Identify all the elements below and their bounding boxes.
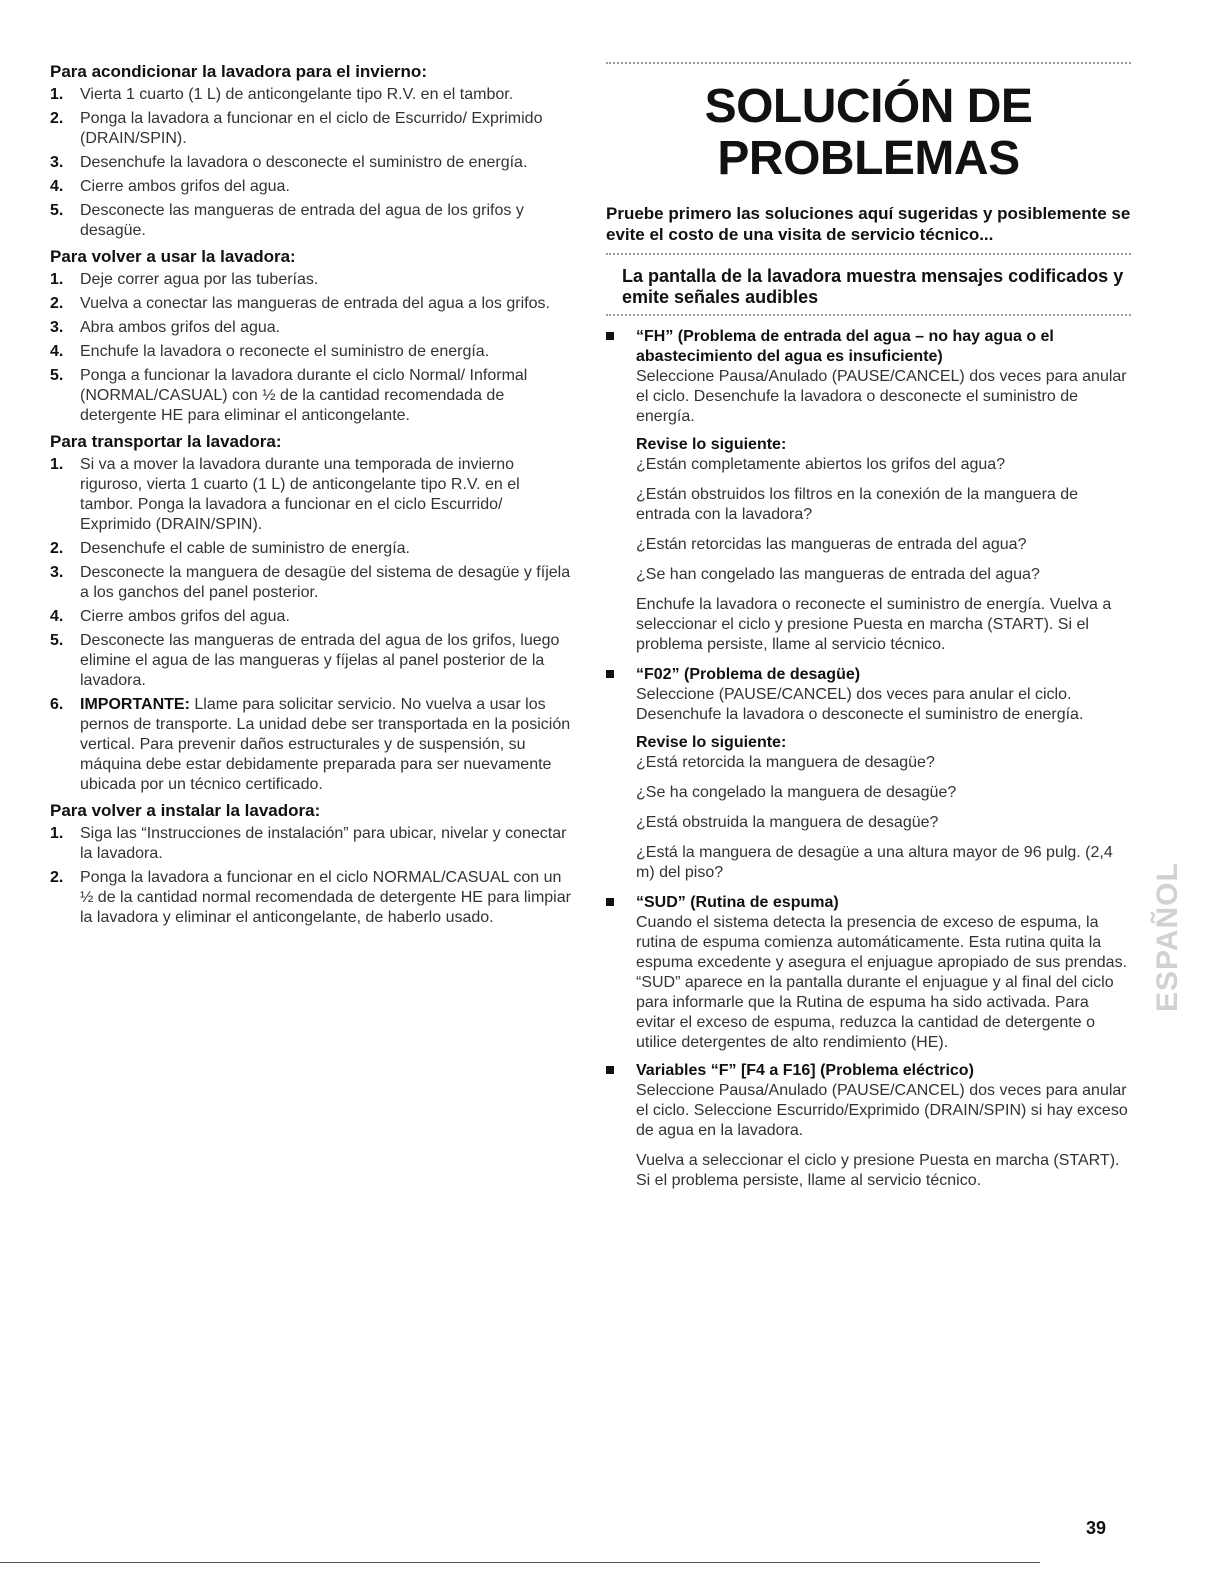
- step-text: Vuelva a conectar las mangueras de entrada del agua a los grifos.: [80, 295, 550, 312]
- issue-f-variables: [606, 1061, 1131, 1191]
- step-text: Abra ambos grifos del agua.: [80, 319, 281, 336]
- step-number: 2.: [50, 295, 64, 312]
- bullet-icon: [606, 670, 614, 678]
- list-item: [50, 539, 575, 559]
- divider: [606, 253, 1131, 258]
- page-title-line-1: SOLUCIÓN DE: [704, 80, 1033, 133]
- steps-list: [50, 824, 575, 928]
- page-title-line-2: PROBLEMAS: [717, 132, 1020, 185]
- list-item: [50, 563, 575, 603]
- step-number: 2.: [50, 110, 64, 127]
- steps-list: [50, 455, 575, 795]
- left-column: [50, 62, 575, 932]
- step-number: 1.: [50, 456, 64, 473]
- divider: [606, 62, 1131, 67]
- important-label: IMPORTANTE:: [80, 696, 190, 713]
- step-text: Deje correr agua por las tuberías.: [80, 271, 319, 288]
- issue-title: “SUD” (Rutina de espuma): [636, 894, 839, 911]
- step-text: Vierta 1 cuarto (1 L) de anticongelante tipo R.V. en el tambor.: [80, 86, 514, 103]
- list-item: [50, 631, 575, 691]
- step-number: 4.: [50, 608, 64, 625]
- page-title: [606, 81, 1131, 185]
- step-number: 1.: [50, 86, 64, 103]
- step-number: 3.: [50, 154, 64, 171]
- step-number: 3.: [50, 564, 64, 581]
- check-item: ¿Están retorcidas las mangueras de entrada del agua?: [636, 536, 1027, 553]
- right-column: [606, 62, 1131, 1201]
- issue-f02: [606, 665, 1131, 883]
- bullet-icon: [606, 1066, 614, 1074]
- section-title: Para acondicionar la lavadora para el invierno:: [50, 62, 427, 81]
- bullet-icon: [606, 898, 614, 906]
- step-number: 6.: [50, 696, 64, 713]
- check-item: ¿Están completamente abiertos los grifos del agua?: [636, 456, 1006, 473]
- list-item: [50, 270, 575, 290]
- step-number: 2.: [50, 869, 64, 886]
- list-item: [50, 342, 575, 362]
- list-item: [50, 455, 575, 535]
- check-item: ¿Está la manguera de desagüe a una altura mayor de 96 pulg. (2,4 m) del piso?: [636, 844, 1113, 881]
- steps-list: [50, 270, 575, 426]
- list-item: [50, 607, 575, 627]
- check-item: ¿Se han congelado las mangueras de entrada del agua?: [636, 566, 1040, 583]
- step-text: Desenchufe el cable de suministro de energía.: [80, 540, 410, 557]
- step-text: Si va a mover la lavadora durante una temporada de invierno riguroso, vierta 1 cuarto (1 L) de anticongelante tipo R.V. en el tambor. Ponga la lavadora a funcionar en el ciclo Escurrido/ Exprimido (DRAIN/SPIN).: [80, 456, 520, 533]
- check-item: ¿Está obstruida la manguera de desagüe?: [636, 814, 939, 831]
- issue-body: Seleccione Pausa/Anulado (PAUSE/CANCEL) dos veces para anular el ciclo. Seleccione Escurrido/Exprimido (DRAIN/SPIN) si hay exceso de agua en la lavadora.: [636, 1082, 1128, 1139]
- step-text: Enchufe la lavadora o reconecte el suministro de energía.: [80, 343, 490, 360]
- issue-sud: [606, 893, 1131, 1053]
- step-number: 3.: [50, 319, 64, 336]
- step-text: Llame para solicitar servicio. No vuelva a usar los pernos de transporte. La unidad debe ser transportada en la posición vertical. Para prevenir daños estructurales y de suspensión, su máquina debe estar debidamente preparada para ser nuevamente ubicada por un técnico certificado.: [80, 696, 571, 793]
- step-number: 5.: [50, 202, 64, 219]
- steps-list: [50, 85, 575, 241]
- list-item: [50, 366, 575, 426]
- step-text: Ponga la lavadora a funcionar en el ciclo NORMAL/CASUAL con un ½ de la cantidad normal recomendada de detergente HE para limpiar la lavadora y eliminar el anticongelante, de haberlo usado.: [80, 869, 571, 926]
- check-item: ¿Se ha congelado la manguera de desagüe?: [636, 784, 957, 801]
- intro-text: Pruebe primero las soluciones aquí sugeridas y posiblemente se evite el costo de una visita de servicio técnico...: [606, 204, 1131, 244]
- check-heading: Revise lo siguiente:: [636, 734, 787, 751]
- step-number: 1.: [50, 271, 64, 288]
- section-transport: [50, 432, 575, 795]
- step-text: Desenchufe la lavadora o desconecte el suministro de energía.: [80, 154, 528, 171]
- bullet-icon: [606, 332, 614, 340]
- list-item: [50, 109, 575, 149]
- step-number: 5.: [50, 367, 64, 384]
- section-reuse: [50, 247, 575, 426]
- section-title: Para transportar la lavadora:: [50, 432, 282, 451]
- section-title: Para volver a instalar la lavadora:: [50, 801, 321, 820]
- footer-rule: [0, 1562, 1040, 1563]
- check-item: ¿Están obstruidos los filtros en la conexión de la manguera de entrada con la lavadora?: [636, 486, 1079, 523]
- step-text: Desconecte las mangueras de entrada del agua de los grifos, luego elimine el agua de las mangueras y fíjelas al panel posterior de la lavadora.: [80, 632, 560, 689]
- language-side-tab: ESPAÑOL: [1151, 862, 1184, 1012]
- list-item: [50, 153, 575, 173]
- step-text: Cierre ambos grifos del agua.: [80, 178, 290, 195]
- check-item: ¿Está retorcida la manguera de desagüe?: [636, 754, 935, 771]
- section-reinstall: [50, 801, 575, 928]
- list-item: [50, 868, 575, 928]
- issue-body: Seleccione Pausa/Anulado (PAUSE/CANCEL) dos veces para anular el ciclo. Desenchufe la lavadora o desconecte el suministro de energía.: [636, 368, 1127, 425]
- list-item: [50, 177, 575, 197]
- issue-fh: [606, 327, 1131, 655]
- step-number: 2.: [50, 540, 64, 557]
- section-winterize: [50, 62, 575, 241]
- step-text: Desconecte las mangueras de entrada del agua de los grifos y desagüe.: [80, 202, 524, 239]
- issue-title: Variables “F” [F4 a F16] (Problema eléctrico): [636, 1062, 974, 1079]
- step-text: Desconecte la manguera de desagüe del sistema de desagüe y fíjela a los ganchos del panel posterior.: [80, 564, 571, 601]
- check-heading: Revise lo siguiente:: [636, 436, 787, 453]
- step-text: Ponga la lavadora a funcionar en el ciclo de Escurrido/ Exprimido (DRAIN/SPIN).: [80, 110, 543, 147]
- step-text: Siga las “Instrucciones de instalación” para ubicar, nivelar y conectar la lavadora.: [80, 825, 567, 862]
- list-item: [50, 695, 575, 795]
- step-number: 1.: [50, 825, 64, 842]
- list-item: [50, 85, 575, 105]
- check-item: Enchufe la lavadora o reconecte el suministro de energía. Vuelva a seleccionar el ciclo y presione Puesta en marcha (START). Si el problema persiste, llame al servicio técnico.: [636, 596, 1112, 653]
- issue-title: “F02” (Problema de desagüe): [636, 666, 861, 683]
- section-title: Para volver a usar la lavadora:: [50, 247, 296, 266]
- list-item: [50, 318, 575, 338]
- step-number: 4.: [50, 343, 64, 360]
- subheading: La pantalla de la lavadora muestra mensajes codificados y emite señales audibles: [622, 266, 1124, 307]
- issue-body: Cuando el sistema detecta la presencia de exceso de espuma, la rutina de espuma comienza automáticamente. Esta rutina quita la espuma excedente y asegura el enjuague apropiado de sus prendas. “SUD” aparece en la pantalla durante el enjuague y al final del ciclo para informarle que la Rutina de espuma ha sido activada. Para evitar el exceso de espuma, reduzca la cantidad de detergente o utilice detergentes de alto rendimiento (HE).: [636, 914, 1128, 1051]
- list-item: [50, 824, 575, 864]
- page-number: 39: [1086, 1518, 1107, 1538]
- step-number: 4.: [50, 178, 64, 195]
- check-item: Vuelva a seleccionar el ciclo y presione Puesta en marcha (START). Si el problema persiste, llame al servicio técnico.: [636, 1152, 1120, 1189]
- issue-title: “FH” (Problema de entrada del agua – no hay agua o el abastecimiento del agua es insuficiente): [636, 328, 1054, 365]
- divider: [606, 314, 1131, 319]
- issue-body: Seleccione (PAUSE/CANCEL) dos veces para anular el ciclo. Desenchufe la lavadora o desconecte el suministro de energía.: [636, 686, 1084, 723]
- step-number: 5.: [50, 632, 64, 649]
- list-item: [50, 201, 575, 241]
- list-item: [50, 294, 575, 314]
- step-text: Cierre ambos grifos del agua.: [80, 608, 290, 625]
- step-text: Ponga a funcionar la lavadora durante el ciclo Normal/ Informal (NORMAL/CASUAL) con ½ de la cantidad recomendada de detergente HE para eliminar el anticongelante.: [80, 367, 528, 424]
